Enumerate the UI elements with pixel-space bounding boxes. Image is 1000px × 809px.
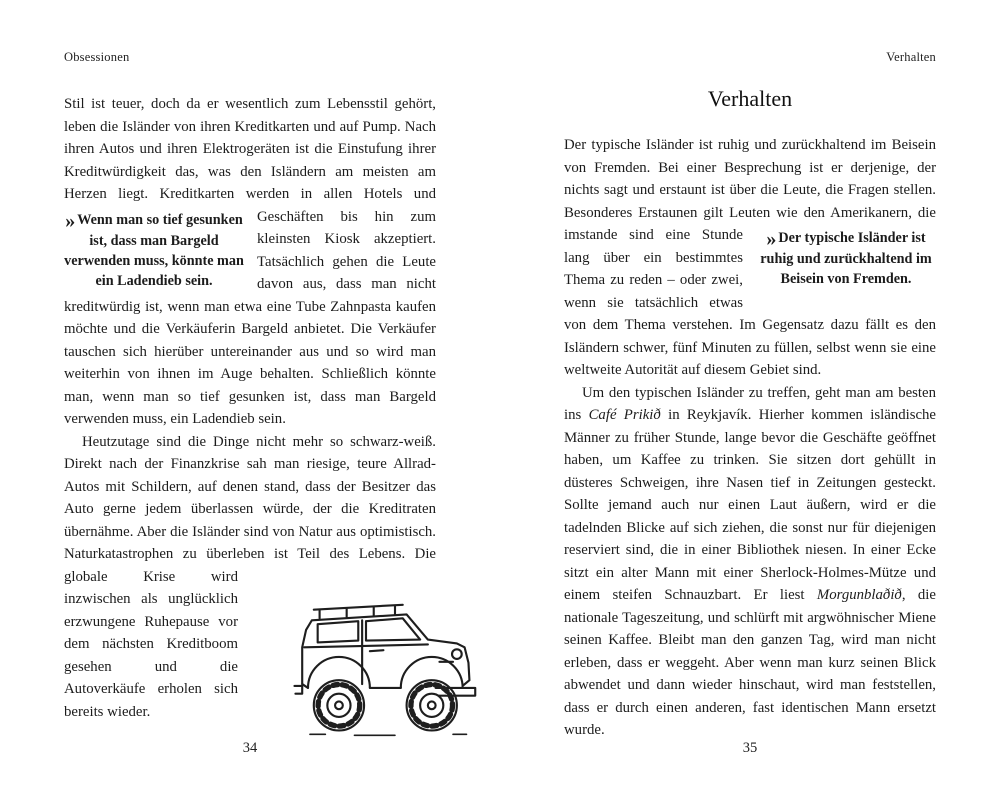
- left-page-body: [64, 0, 436, 723]
- running-header-left: Obsessionen: [64, 50, 130, 64]
- page-number-left: 34: [242, 740, 258, 756]
- pull-quote-text: Der typische Isländer ist ruhig und zurückhaltend im Beisein von Fremden.: [760, 230, 932, 287]
- guillemet-icon: »: [766, 228, 776, 250]
- paragraph-text: Der typische Isländer ist ruhig und zurückhaltend im Beisein von Fremden. Bei einer Besprechung ist er derjenige, der nichts sagt und erstaunt ist über die Leute, die Fragen stellen. Besonderes Erstaunen gilt Leuten wie den Amerikanern, die: [564, 137, 936, 221]
- paragraph: [564, 134, 936, 382]
- pull-quote-left: [64, 210, 244, 291]
- paragraph-text: Geschäften bis hin zum kleinsten Kiosk akzeptiert. Tatsächlich gehen die Leute davon aus, dass man nicht kreditwürdig ist, wenn man etwa eine Tube Zahnpasta kaufen möchte und die Verkäuferin Bargeld anbietet. Die Verkäufer tauschen sich hierüber untereinander aus und so wird man weiterhin von ihnen im Auge behalten. Schließlich könnte man, wenn man so tief gesunken ist, dass man Bargeld verwenden muss, ein Ladendieb sein.: [64, 208, 436, 427]
- paragraph-text: Stil ist teuer, doch da er wesentlich zum Lebensstil gehört, leben die Isländer von ihren Kreditkarten und auf Pump. Nach ihren Autos und ihren Elektrogeräten ist die Einstufung ihrer Kreditwürdigkeit das, was den Isländern am meisten am Herzen liegt. Kreditkarten werden in allen Hotels und: [64, 96, 436, 202]
- paragraph-text: , die nationale Tageszeitung, und schlürft mit argwöhnischer Miene seinen Kaffee. Bleibt man den ganzen Tag, wird man nicht erleben, dass er weggeht. Aber wenn man kurz seinen Blick abwendet und dann wieder hinschaut, wird man feststellen, dass er durch einen anderen, fast identischen Mann ersetzt wurde.: [564, 587, 936, 738]
- right-page-body: [564, 0, 936, 742]
- pull-quote-right: [756, 228, 936, 289]
- paragraph-text: globale Krise wird inzwischen als unglücklich erzwungene Ruhepause vor dem nächsten Kreditboom gesehen und die Autoverkäufe erholen sich bereits wieder.: [64, 568, 238, 720]
- italic-cafe-name: Café Prikið: [588, 407, 661, 423]
- paragraph: [64, 431, 436, 724]
- suv-illustration-svg: [250, 570, 482, 749]
- paragraph-text: Um den typischen Isländer zu treffen, geht man am besten ins: [564, 384, 936, 423]
- left-page: [64, 0, 436, 809]
- suv-illustration: [250, 570, 482, 749]
- paragraph: [64, 93, 436, 431]
- paragraph-text: imstande sind eine Stunde lang über ein bestimmtes Thema zu reden – oder zwei, wenn sie tatsächlich etwas von dem Thema verstehen. Im Gegensatz dazu fällt es den Isländern schwer, fünf Minuten zu füllen, selbst wenn sie eine weltweite Autorität auf diesem Gebiet sind.: [564, 227, 936, 378]
- guillemet-icon: »: [65, 209, 75, 232]
- paragraph-text: Heutzutage sind die Dinge nicht mehr so schwarz-weiß. Direkt nach der Finanzkrise sah man riesige, teure Allrad-Autos mit Schildern, auf denen stand, dass der Besitzer das Auto gerne jedem überlassen würde, der die Kreditraten übernähme. Aber die Isländer sind von Natur aus optimistisch. Naturkatastrophen zu überleben ist Teil des Lebens. Die: [64, 433, 436, 562]
- chapter-title: Verhalten: [707, 86, 793, 111]
- italic-newspaper-name: Morgunblaðið: [816, 587, 902, 603]
- right-page: [564, 0, 936, 809]
- page-number-right: 35: [742, 740, 758, 756]
- running-header-right: Verhalten: [886, 50, 936, 64]
- paragraph-text: in Reykjavík. Hierher kommen isländische Männer zu früher Stunde, lange bevor die Geschäfte geöffnet haben, um Kaffee zu trinken. Sie sitzen dort gehüllt in düsteres Schweigen, ihre Nasen tief in Zeitungen gesteckt. Sollte jemand auch nur einen Laut äußern, wird er die tadelnden Blicke auf sich ziehen, die sonst nur für diejenigen reserviert sind, die in einer Bibliothek niesen. In einer Ecke sitzt ein alter Mann mit einer Sherlock-Holmes-Mütze und einem steifen Schnauzbart. Er liest: [564, 407, 936, 603]
- pull-quote-text: Wenn man so tief gesunken ist, dass man Bargeld verwenden muss, könnte man ein Ladendieb sein.: [64, 211, 244, 289]
- paragraph: [564, 382, 936, 742]
